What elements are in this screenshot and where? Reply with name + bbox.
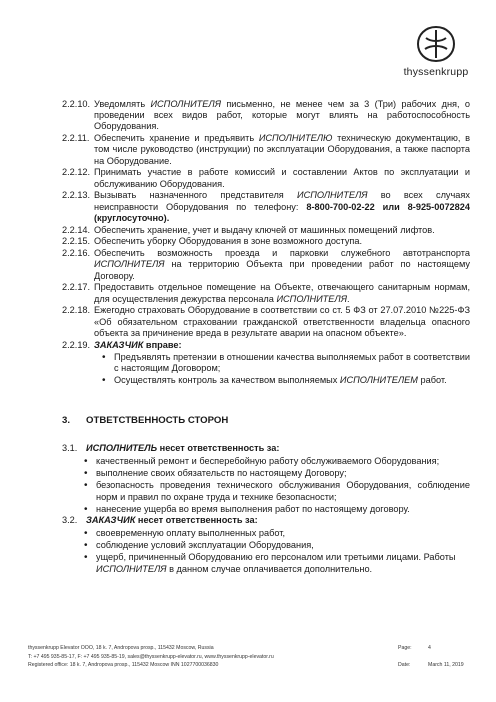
responsibility-bullet: • выполнение своих обязательств по настоящему Договору;	[62, 468, 470, 480]
clause-number: 2.2.18.	[62, 305, 91, 316]
logo-brand-text: thyssenkrupp	[403, 66, 469, 78]
text-run: Вызывать назначенного представителя	[94, 190, 298, 201]
text-run: письменно, не менее чем за 3 (Три) рабочих дня, о проведении всех видов работ, которые могут влиять на работоспособность Оборудования.	[94, 99, 470, 132]
company-logo	[396, 24, 476, 78]
clause	[62, 99, 470, 133]
section-3-title	[62, 415, 228, 426]
text-run: в данном случае оплачивается дополнительно.	[166, 564, 373, 575]
clause	[62, 167, 470, 189]
subsection-heading	[62, 515, 470, 527]
clause-number: 2.2.10.	[62, 99, 91, 109]
clause	[62, 282, 470, 304]
text-run: Обеспечить хранение, учет и выдачу ключей от машинных помещений лифтов.	[94, 224, 435, 235]
clause	[62, 190, 470, 224]
text-run: ИСПОЛНИТЕЛЯ	[276, 293, 347, 304]
clause-number: 2.2.15.	[62, 236, 91, 247]
clause-number: 2.2.14.	[62, 224, 91, 235]
text-run: Предоставить отдельное помещение на Объекте, отвечающего санитарным нормам, для осуществления дежурства персонала	[94, 282, 470, 304]
thyssenkrupp-logo-icon	[409, 24, 463, 64]
clause	[62, 305, 470, 339]
text-run: ЗАКАЗЧИК	[86, 515, 136, 526]
text-run: ИСПОЛНИТЕЛЕМ	[339, 375, 418, 386]
clause-number: 2.2.17.	[62, 282, 91, 293]
clause	[62, 225, 470, 236]
rights-bullet	[94, 352, 470, 374]
footer-registration: Registered office: 18 k. 7, Andropova prosp., 115432 Moscow INN 1027700036830 Date: March 11, 2019	[28, 662, 464, 669]
text-run: работ.	[417, 375, 447, 386]
text-run: ИСПОЛНИТЕЛЯ	[94, 259, 165, 270]
text-run: ИСПОЛНИТЕЛЮ	[258, 133, 333, 144]
clause-number: 2.2.19.	[62, 339, 91, 350]
page-number: 4	[428, 645, 431, 651]
clauses-list	[62, 99, 470, 386]
text-run: Обеспечить хранение и предъявить	[94, 133, 259, 144]
subsection-heading	[62, 443, 470, 455]
responsibility-bullet: • соблюдение условий эксплуатации Оборудования,	[62, 540, 470, 552]
section-3-body	[62, 443, 470, 576]
page-label: Page:	[398, 645, 412, 651]
rights-bullet	[94, 375, 470, 386]
clause-number: 2.2.13.	[62, 190, 91, 201]
text-run: ИСПОЛНИТЕЛЯ	[150, 99, 221, 109]
clause	[62, 133, 470, 167]
clause	[62, 340, 470, 351]
section-number: 3.	[62, 415, 71, 426]
subsection-number: 3.1.	[62, 443, 78, 453]
responsibility-bullet: • безопасность проведения технического обслуживания Оборудования, соблюдение норм и правил по охране труда и технике безопасности;	[62, 480, 470, 504]
text-run: 8-800-700-02-22 или 8-925-0072824 (круглосуточно).	[94, 201, 470, 223]
clause-number: 2.2.11.	[62, 133, 90, 144]
text-run: Осуществлять контроль за качеством выполняемых	[114, 375, 340, 386]
text-run: во всех случаях неисправности Оборудования по телефону:	[94, 190, 470, 212]
responsibility-bullet: • нанесение ущерба во время выполнения работ по настоящему договору.	[62, 504, 470, 516]
text-run: ИСПОЛНИТЕЛЬ	[86, 443, 158, 453]
responsibility-continuation	[62, 564, 470, 576]
text-run: Обеспечить уборку Оборудования в зоне возможного доступа.	[94, 236, 363, 247]
text-run: техническую документацию, в том числе руководство (инструкции) по эксплуатации Оборудования, а также паспорта на Оборудование.	[94, 133, 470, 166]
clause-number: 2.2.12.	[62, 167, 91, 178]
text-run: на территорию Объекта при проведении работ по настоящему Договору.	[94, 259, 470, 281]
text-run: ИСПОЛНИТЕЛЯ	[96, 564, 167, 575]
subsection-number: 3.2.	[62, 515, 78, 526]
responsibility-bullet: • своевременную оплату выполненных работ,	[62, 528, 470, 540]
section-title-text: ОТВЕТСТВЕННОСТЬ СТОРОН	[86, 415, 229, 426]
footer-address: thyssenkrupp Elevator OOO, 18 k. 7, Andropova prosp., 115432 Moscow, Russia Page: 4	[28, 645, 431, 651]
clause	[62, 236, 470, 247]
text-run: Ежегодно страховать Оборудование в соответствии со ст. 5 ФЗ от 27.07.2010 №225-ФЗ «Об обязательном страховании гражданской ответственности владельца опасного объекта за причинение вреда в результате аварии на опасном объекте».	[94, 305, 470, 338]
responsibility-bullet: • ущерб, причиненный Оборудованию его персоналом или третьими лицами. Работы	[62, 552, 470, 564]
text-run: Обеспечить возможность проезда и парковки служебного автотранспорта	[94, 248, 470, 259]
footer-contacts: T: +7 495 935-85-17, F: +7 495 935-85-19, sales@thyssenkrupp-elevator.ru, www.thyssenkrupp-elevator.ru	[28, 653, 274, 660]
text-run: несет ответственность за:	[157, 443, 280, 453]
clause-number: 2.2.16.	[62, 248, 91, 259]
text-run: ИСПОЛНИТЕЛЯ	[297, 190, 368, 201]
text-run: ЗАКАЗЧИК	[94, 339, 144, 350]
responsibility-bullet: • качественный ремонт и бесперебойную работу обслуживаемого Оборудования;	[62, 456, 470, 468]
text-run: Принимать участие в работе комиссий и составлении Актов по эксплуатации и обслуживанию Оборудования.	[94, 167, 470, 189]
text-run: .	[346, 293, 350, 304]
date-label: Date:	[398, 662, 411, 669]
text-run: Предъявлять претензии в отношении качества выполняемых работ в соответствии с настоящим Договором;	[114, 351, 470, 374]
text-run: Уведомлять	[94, 99, 151, 109]
clause	[62, 248, 470, 282]
page-footer	[28, 644, 468, 670]
text-run: несет ответственность за:	[135, 515, 258, 526]
document-date: March 11, 2019	[428, 662, 464, 669]
text-run: вправе:	[143, 339, 182, 350]
